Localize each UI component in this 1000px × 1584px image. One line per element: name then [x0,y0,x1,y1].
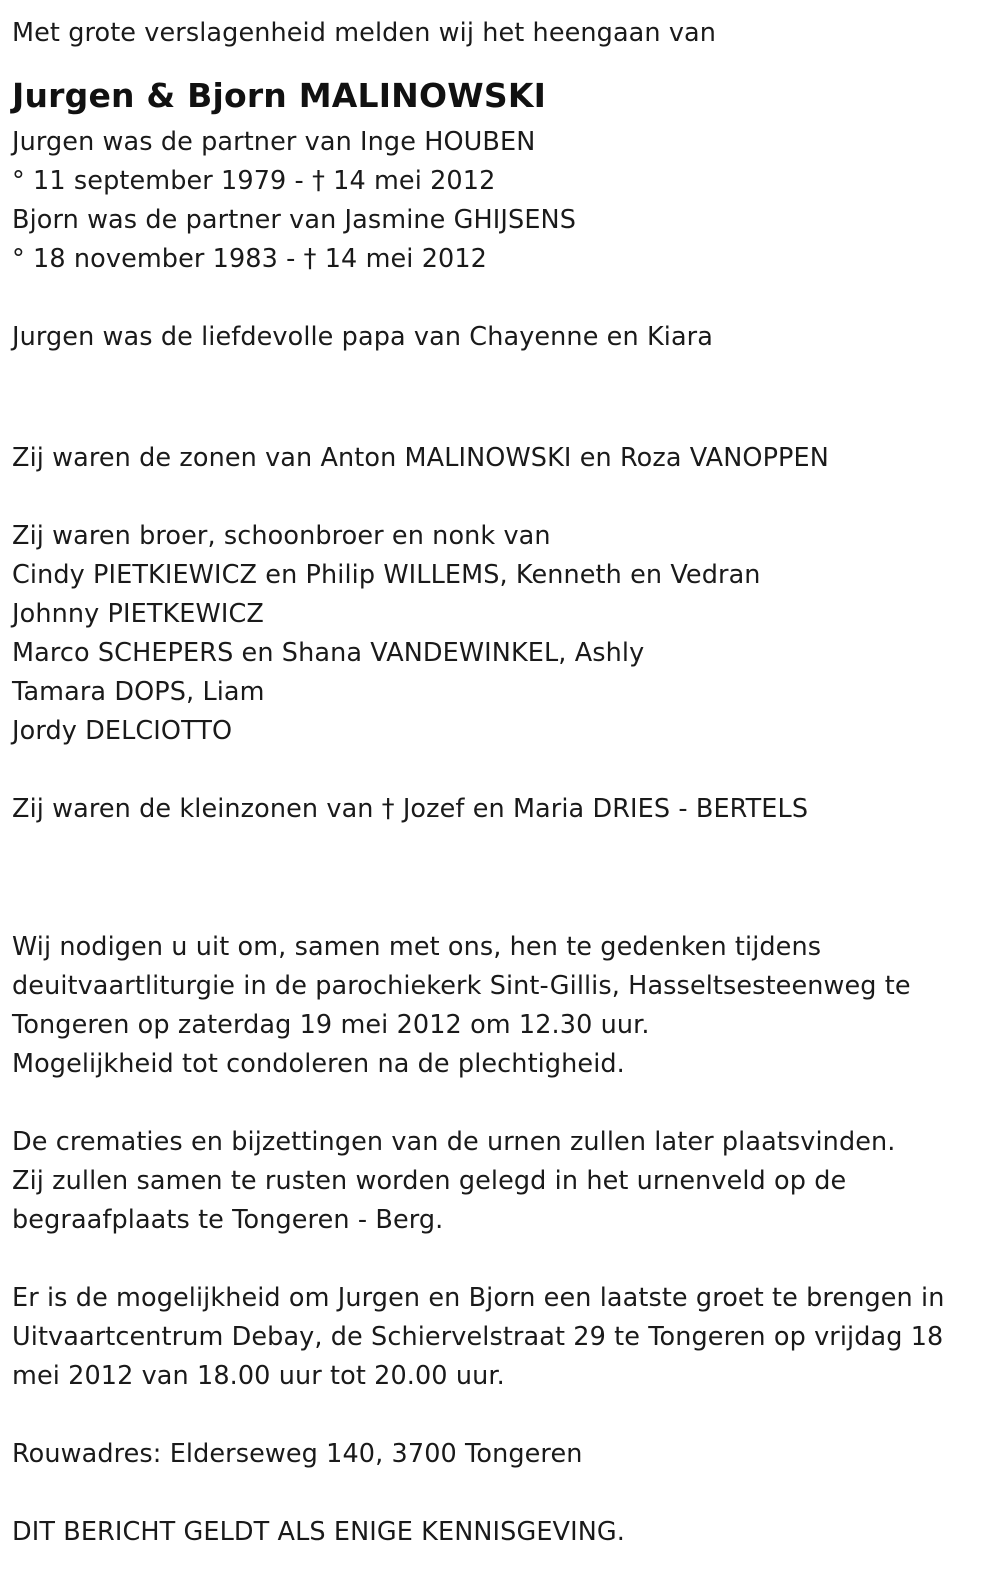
visitation-block [12,1279,972,1396]
visitation-line: mei 2012 van 18.00 uur tot 20.00 uur. [12,1361,505,1391]
partner-dates-1: ° 11 september 1979 - † 14 mei 2012 [12,166,496,196]
visitation-line: Er is de mogelijkheid om Jurgen en Bjorn een laatste groet te brengen in [12,1283,945,1313]
service-line: deuitvaartliturgie in de parochiekerk Sint-Gillis, Hasseltsesteenweg te [12,971,911,1001]
spacer-after-grandparents [12,829,972,889]
partner-line-2: Bjorn was de partner van Jasmine GHIJSENS [12,205,577,235]
partner-line-1: Jurgen was de partner van Inge HOUBEN [12,127,536,157]
grandparents-line: Zij waren de kleinzonen van † Jozef en Maria DRIES - BERTELS [12,794,809,824]
spacer-after-address [12,1474,972,1513]
cremation-line: Zij zullen samen te rusten worden gelegd in het urnenveld op de [12,1166,847,1196]
children-line: Jurgen was de liefdevolle papa van Chayenne en Kiara [12,322,713,352]
spacer-after-service [12,1084,972,1123]
mourning-address: Rouwadres: Elderseweg 140, 3700 Tongeren [12,1439,583,1469]
service-line: Tongeren op zaterdag 19 mei 2012 om 12.30 uur. [12,1010,650,1040]
sibling-line: Tamara DOPS, Liam [12,677,265,707]
partner-dates-2: ° 18 november 1983 - † 14 mei 2012 [12,244,487,274]
sibling-line: Jordy DELCIOTTO [12,716,233,746]
deceased-names: Jurgen & Bjorn MALINOWSKI [12,76,547,115]
sibling-line: Marco SCHEPERS en Shana VANDEWINKEL, Ashly [12,638,645,668]
spacer-after-parents [12,478,972,517]
cremation-line: begraafplaats te Tongeren - Berg. [12,1205,444,1235]
parents-line: Zij waren de zonen van Anton MALINOWSKI en Roza VANOPPEN [12,443,829,473]
siblings-heading: Zij waren broer, schoonbroer en nonk van [12,521,551,551]
cremation-block [12,1123,972,1240]
sibling-line: Cindy PIETKIEWICZ en Philip WILLEMS, Kenneth en Vedran [12,560,761,590]
service-line: Mogelijkheid tot condoleren na de plechtigheid. [12,1049,625,1079]
single-notice-line: DIT BERICHT GELDT ALS ENIGE KENNISGEVING. [12,1517,625,1547]
spacer-after-siblings [12,751,972,790]
service-block [12,928,972,1084]
service-line: Wij nodigen u uit om, samen met ons, hen te gedenken tijdens [12,932,822,962]
sibling-line: Johnny PIETKEWICZ [12,599,264,629]
intro-line: Met grote verslagenheid melden wij het heengaan van [12,18,717,48]
spacer-after-cremation [12,1240,972,1279]
spacer-after-children [12,357,972,417]
cremation-line: De crematies en bijzettingen van de urnen zullen later plaatsvinden. [12,1127,896,1157]
spacer-after-children-2 [12,417,972,439]
visitation-line: Uitvaartcentrum Debay, de Schiervelstraat 29 te Tongeren op vrijdag 18 [12,1322,944,1352]
spacer-after-grandparents-2 [12,889,972,928]
spacer-after-visitation [12,1396,972,1435]
spacer-after-partners [12,279,972,318]
siblings-block [12,517,972,751]
partner-block [12,123,972,279]
